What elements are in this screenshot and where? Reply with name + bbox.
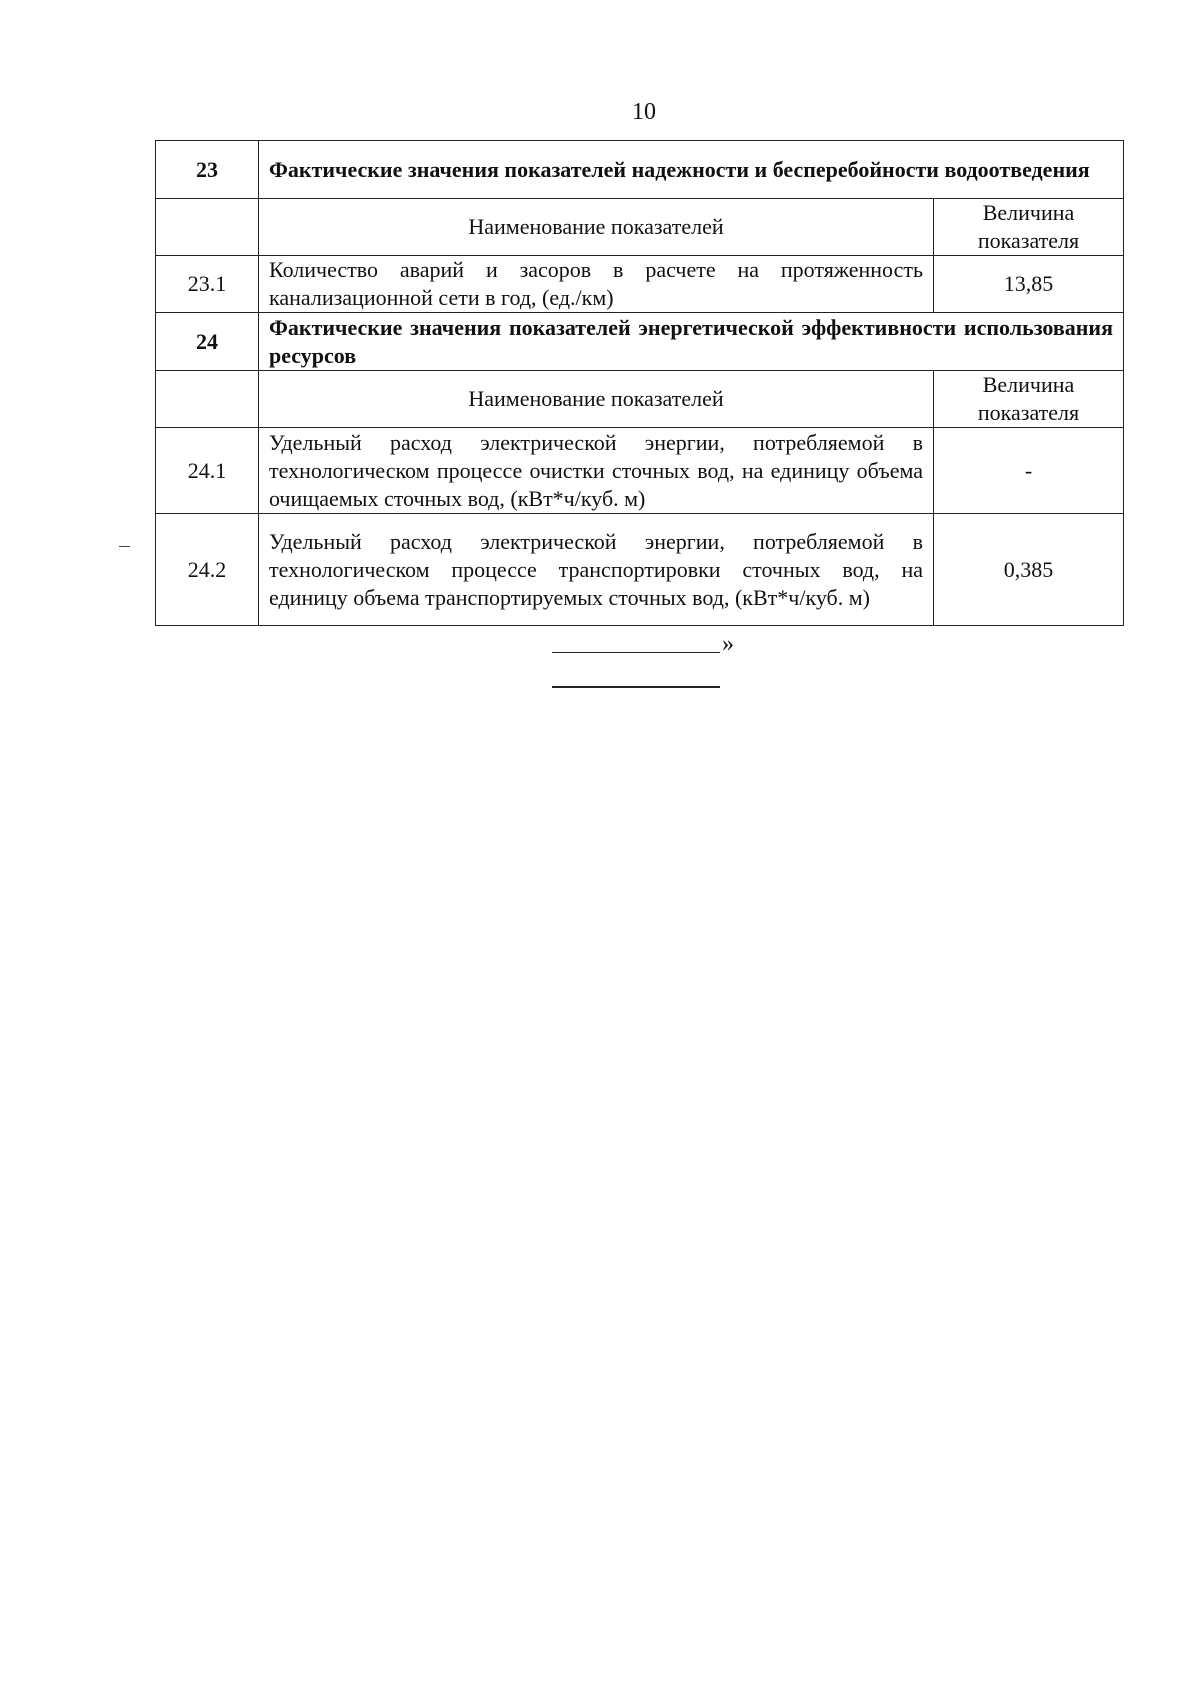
row-number: 24.1 <box>156 428 259 514</box>
header-row <box>156 371 1124 428</box>
scan-mark <box>119 546 130 547</box>
header-number-cell <box>156 371 259 428</box>
row-indicator-name: Удельный расход электрической энергии, потребляемой в технологическом процессе транспортировки сточных вод, на единицу объема транспортируемых сточных вод, (кВт*ч/куб. м) <box>259 514 934 626</box>
header-indicator-name: Наименование показателей <box>259 199 934 256</box>
section-number: 24 <box>156 313 259 371</box>
table-row <box>156 514 1124 626</box>
closing-underline <box>552 652 720 653</box>
row-indicator-value: - <box>934 428 1124 514</box>
section-row-23 <box>156 141 1124 199</box>
row-indicator-name: Количество аварий и засоров в расчете на протяженность канализационной сети в год, (ед./км) <box>259 256 934 313</box>
header-number-cell <box>156 199 259 256</box>
header-indicator-value: Величина показателя <box>934 199 1124 256</box>
page-number: 10 <box>632 99 656 125</box>
row-indicator-value: 0,385 <box>934 514 1124 626</box>
row-number: 24.2 <box>156 514 259 626</box>
header-row <box>156 199 1124 256</box>
table-row <box>156 428 1124 514</box>
row-number: 23.1 <box>156 256 259 313</box>
section-row-24 <box>156 313 1124 371</box>
row-indicator-name: Удельный расход электрической энергии, потребляемой в технологическом процессе очистки сточных вод, на единицу объема очищаемых сточных вод, (кВт*ч/куб. м) <box>259 428 934 514</box>
header-indicator-name: Наименование показателей <box>259 371 934 428</box>
header-indicator-value: Величина показателя <box>934 371 1124 428</box>
row-indicator-value: 13,85 <box>934 256 1124 313</box>
indicators-table <box>155 140 1124 626</box>
end-divider <box>552 686 720 688</box>
closing-quote: » <box>722 631 734 657</box>
section-title: Фактические значения показателей надежности и бесперебойности водоотведения <box>259 141 1124 199</box>
section-title: Фактические значения показателей энергетической эффективности использования ресурсов <box>259 313 1124 371</box>
section-number: 23 <box>156 141 259 199</box>
table-row <box>156 256 1124 313</box>
